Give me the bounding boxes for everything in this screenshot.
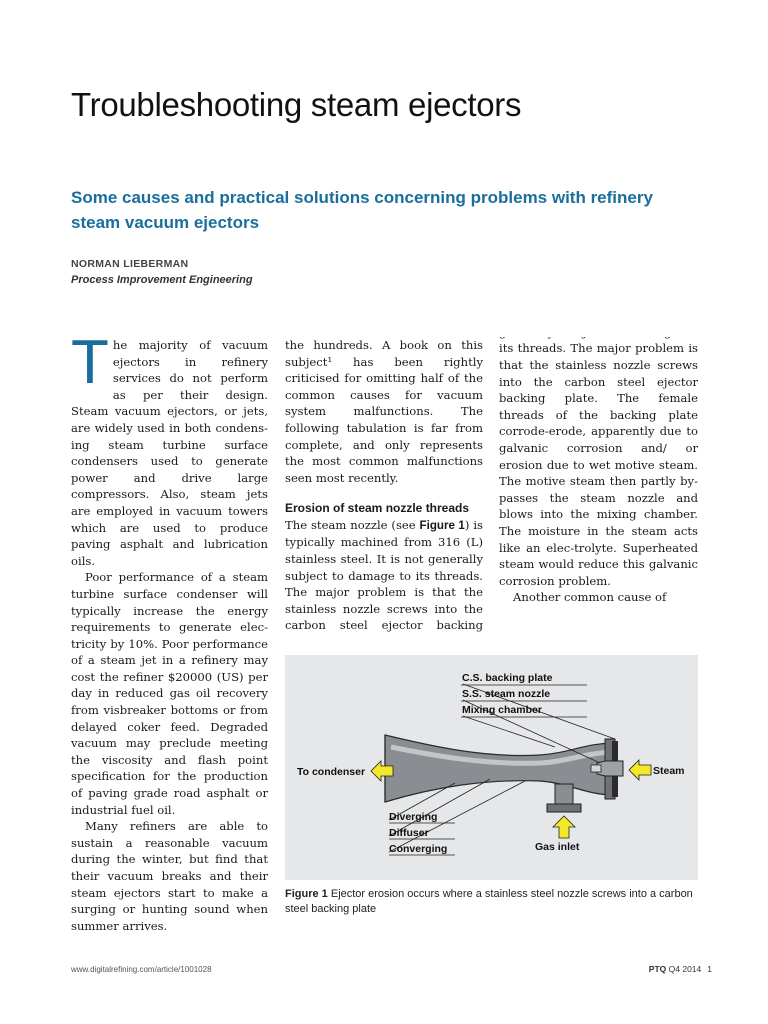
paragraph-5-lead: The steam nozzle (see [285,517,420,532]
gas-inlet-flange [547,804,581,812]
paragraph-4: the hundreds. A book on this subject¹ has been rightly criticised for omitting half of the common causes for vacuum system malfunctions. The following tabulation is far from complete, and only represents the most common malfunctions seen most recently. [285,337,483,485]
page-number: 1 [707,964,712,974]
paragraph-1-text: he majority of vacuum ejectors in refinery services do not perform as per their design. Steam vacuum ejectors, or jets, are widely used in both condens-ing steam turbine surface condensers used to generate power and drive large compressors. Also, steam jets are employed in vacuum towers which are used to produce paving asphalt and lubrication oils. [71,338,268,568]
journal-name: PTQ [648,964,667,974]
figure-reference: Figure 1 [419,518,465,532]
gas-inlet-pipe [555,784,573,806]
section-heading: Erosion of steam nozzle threads [285,501,470,516]
paragraph-5-continued [499,337,698,589]
figure-1 [285,655,698,880]
label-converging: Converging [389,843,448,855]
article-subtitle: Some causes and practical solutions concerning problems with refinery steam vacuum ejectors [71,188,653,232]
label-steam: Steam [653,765,685,777]
figure-caption [285,887,698,917]
label-diverging: Diverging [389,811,438,823]
ejector-body [385,735,615,802]
column-2 [285,337,483,637]
paragraph-1 [71,328,268,569]
journal-issue: Q4 2014 [666,964,702,974]
nozzle-tip [591,765,601,772]
label-mixing-chamber: Mixing chamber [462,704,542,716]
gas-inlet-arrow [553,816,575,838]
paragraph-5 [285,517,483,637]
footer-journal [649,964,712,974]
caption-text: Ejector erosion occurs where a stainless steel nozzle screws into a carbon steel backing plate [285,888,693,915]
ejector-diagram [285,655,698,880]
paragraph-2: Poor performance of a steam turbine surface condenser will typically increase the energy requirements to generate elec-tricity by 10%. Poor performance of a steam jet in a refinery may cost the refiner $20000 (US) per day in reduced gas oil recovery from visbreaker bottoms or from delayed coker feed. Degraded vacuum may preclude meeting the viscosity and flash point specification for the production of paving grade road asphalt or industrial fuel oil. [71,570,268,817]
drop-cap: T [71,328,109,397]
label-ss-steam-nozzle: S.S. steam nozzle [462,688,551,700]
steam-arrow [629,760,651,780]
caption-label: Figure 1 [285,888,328,900]
paragraph-3: Many refiners are able to sustain a reasonable vacuum during the winter, but find that their vacuum breaks and their steam ejectors start to make a surging or hunting sound when summer arrives. [71,819,268,933]
label-cs-backing-plate: C.S. backing plate [462,672,553,684]
paragraph-5-cont-text: its threads. The major problem is that the stainless nozzle screws into the carbon steel ejector backing plate. The female threads of the backing plate corrode-erode, apparently due to galvanic corrosion and/ or erosion due to wet motive steam. The motive steam then partly by-passes the steam nozzle and blows into the mixing chamber. The moisture in the steam acts like an elec-trolyte. Superheated steam would reduce this galvanic corrosion problem. [499,341,698,588]
author-affiliation: Process Improvement Engineering [71,274,253,286]
column-3 [499,337,698,637]
label-diffuser: Diffuser [389,827,429,839]
label-gas-inlet: Gas inlet [535,841,580,853]
article-title: Troubleshooting steam ejectors [71,86,522,123]
label-to-condenser: To condenser [297,766,366,778]
paragraph-5-body: ) is typically machined from 316 (L) stainless steel. It is not generally subject to damage to its threads. The major problem is that the stainless nozzle screws into the carbon steel ejector backing [285,517,483,633]
column-1 [71,328,268,934]
footer-url[interactable]: www.digitalrefining.com/article/1001028 [71,965,212,974]
author-name: NORMAN LIEBERMAN [71,258,189,270]
paragraph-6: Another common cause of [513,590,667,605]
